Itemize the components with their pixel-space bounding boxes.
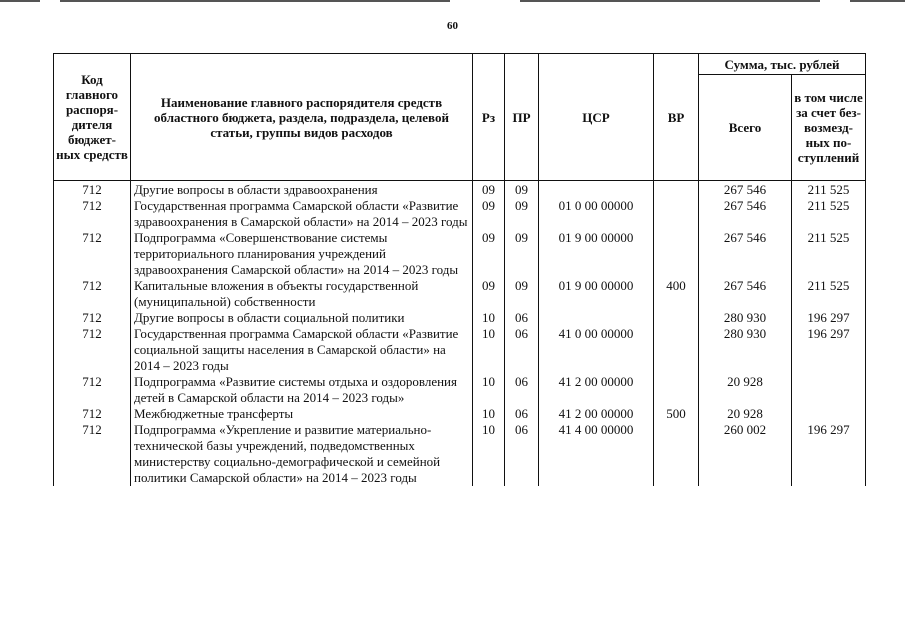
cell-rz: 09 xyxy=(473,198,505,230)
cell-csr: 41 4 00 00000 xyxy=(539,422,654,486)
table-row xyxy=(54,406,866,422)
cell-pr: 09 xyxy=(505,278,539,310)
cell-total: 267 546 xyxy=(699,198,792,230)
header-free: в том числе за счет без- возмезд- ных по- ступлений xyxy=(792,75,866,181)
cell-rz: 09 xyxy=(473,278,505,310)
header-pr: ПР xyxy=(505,54,539,181)
cell-free: 211 525 xyxy=(792,198,866,230)
cell-vr xyxy=(654,181,699,199)
header-rz: Рз xyxy=(473,54,505,181)
cell-pr: 06 xyxy=(505,422,539,486)
cell-total: 267 546 xyxy=(699,181,792,199)
cell-vr xyxy=(654,310,699,326)
cell-rz: 09 xyxy=(473,230,505,278)
cell-name: Государственная программа Самарской области «Развитие социальной защиты населения в Самарской области» на 2014 – 2023 годы xyxy=(131,326,473,374)
cell-name: Другие вопросы в области социальной политики xyxy=(131,310,473,326)
cell-code: 712 xyxy=(54,310,131,326)
budget-table xyxy=(53,53,866,486)
cell-total: 260 002 xyxy=(699,422,792,486)
cell-free: 211 525 xyxy=(792,181,866,199)
cell-csr xyxy=(539,181,654,199)
cell-name: Подпрограмма «Укрепление и развитие материально-технической базы учреждений, подведомственных министерству социально-демографической и семейной политики Самарской области» на 2014 – 2023 годы xyxy=(131,422,473,486)
cell-rz: 10 xyxy=(473,374,505,406)
cell-rz: 10 xyxy=(473,406,505,422)
cell-rz: 10 xyxy=(473,422,505,486)
table-row xyxy=(54,422,866,486)
cell-vr: 400 xyxy=(654,278,699,310)
table-body xyxy=(54,181,866,487)
cell-code: 712 xyxy=(54,326,131,374)
cell-vr: 500 xyxy=(654,406,699,422)
cell-csr: 41 0 00 00000 xyxy=(539,326,654,374)
header-name: Наименование главного распорядителя средств областного бюджета, раздела, подраздела, целевой статьи, группы видов расходов xyxy=(131,54,473,181)
cell-total: 267 546 xyxy=(699,278,792,310)
header-vr: ВР xyxy=(654,54,699,181)
cell-name: Капитальные вложения в объекты государственной (муниципальной) собственности xyxy=(131,278,473,310)
cell-vr xyxy=(654,374,699,406)
cell-free: 211 525 xyxy=(792,278,866,310)
header-sum: Сумма, тыс. рублей xyxy=(699,54,866,75)
cell-code: 712 xyxy=(54,181,131,199)
table-row xyxy=(54,198,866,230)
cell-total: 280 930 xyxy=(699,310,792,326)
table-row xyxy=(54,278,866,310)
table-row xyxy=(54,310,866,326)
cell-code: 712 xyxy=(54,278,131,310)
cell-rz: 09 xyxy=(473,181,505,199)
cell-csr xyxy=(539,310,654,326)
cell-code: 712 xyxy=(54,198,131,230)
cell-csr: 01 9 00 00000 xyxy=(539,278,654,310)
cell-pr: 09 xyxy=(505,181,539,199)
cell-code: 712 xyxy=(54,230,131,278)
cell-free: 196 297 xyxy=(792,422,866,486)
cell-vr xyxy=(654,198,699,230)
cell-name: Государственная программа Самарской области «Развитие здравоохранения в Самарской области» на 2014 – 2023 годы xyxy=(131,198,473,230)
table-row xyxy=(54,230,866,278)
cell-total: 267 546 xyxy=(699,230,792,278)
cell-vr xyxy=(654,326,699,374)
cell-csr: 01 9 00 00000 xyxy=(539,230,654,278)
cell-csr: 01 0 00 00000 xyxy=(539,198,654,230)
page-number: 60 xyxy=(447,20,458,32)
cell-code: 712 xyxy=(54,406,131,422)
cell-pr: 06 xyxy=(505,310,539,326)
header-code: Код главного распоря- дителя бюджет- ных средств xyxy=(54,54,131,181)
cell-free xyxy=(792,374,866,406)
cell-name: Другие вопросы в области здравоохранения xyxy=(131,181,473,199)
cell-total: 20 928 xyxy=(699,406,792,422)
cell-csr: 41 2 00 00000 xyxy=(539,406,654,422)
cell-total: 20 928 xyxy=(699,374,792,406)
cell-name: Подпрограмма «Совершенствование системы территориального планирования учреждений здравоохранения Самарской области» на 2014 – 2023 годы xyxy=(131,230,473,278)
cell-free: 211 525 xyxy=(792,230,866,278)
scan-top-rule xyxy=(0,0,905,2)
cell-name: Межбюджетные трансферты xyxy=(131,406,473,422)
cell-code: 712 xyxy=(54,374,131,406)
table-row xyxy=(54,374,866,406)
cell-pr: 09 xyxy=(505,198,539,230)
cell-pr: 06 xyxy=(505,406,539,422)
cell-vr xyxy=(654,230,699,278)
cell-name: Подпрограмма «Развитие системы отдыха и оздоровления детей в Самарской области на 2014 – 2023 годы» xyxy=(131,374,473,406)
table-row xyxy=(54,181,866,199)
cell-free: 196 297 xyxy=(792,326,866,374)
cell-csr: 41 2 00 00000 xyxy=(539,374,654,406)
cell-total: 280 930 xyxy=(699,326,792,374)
cell-pr: 06 xyxy=(505,326,539,374)
header-csr: ЦСР xyxy=(539,54,654,181)
cell-rz: 10 xyxy=(473,310,505,326)
cell-vr xyxy=(654,422,699,486)
header-total: Всего xyxy=(699,75,792,181)
cell-code: 712 xyxy=(54,422,131,486)
cell-free xyxy=(792,406,866,422)
cell-pr: 09 xyxy=(505,230,539,278)
cell-pr: 06 xyxy=(505,374,539,406)
cell-rz: 10 xyxy=(473,326,505,374)
cell-free: 196 297 xyxy=(792,310,866,326)
table-row xyxy=(54,326,866,374)
